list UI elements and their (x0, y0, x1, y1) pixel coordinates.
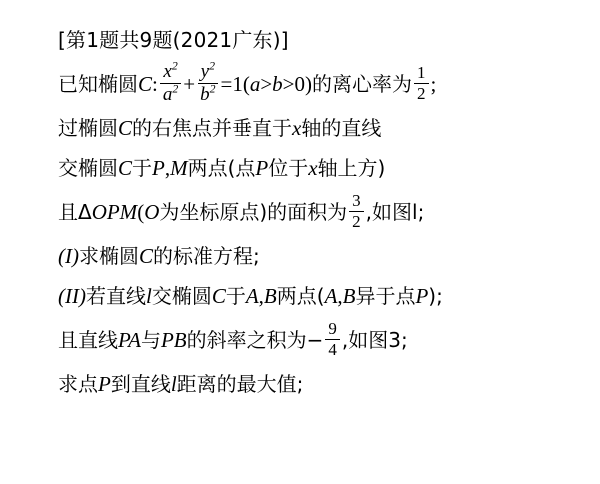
text-token: ; (430, 71, 437, 96)
point-A: A (324, 283, 338, 308)
fraction-denominator: $a^2$ (162, 82, 179, 105)
problem-line-5 (58, 236, 578, 276)
text-token: > (260, 71, 273, 96)
segment-PB: PB (160, 327, 187, 352)
problem-line-2 (58, 108, 578, 148)
text-token: 位于 (268, 156, 309, 180)
text-token: >0) (282, 71, 313, 96)
variable-a: a (249, 71, 261, 96)
variable-x: x (292, 115, 302, 140)
variable-C: C (118, 115, 133, 140)
text-token: 轴上方) (317, 156, 386, 180)
text-token: 于 (225, 284, 246, 308)
variable-C: C (211, 283, 226, 308)
text-token: 过椭圆 (58, 116, 118, 140)
text-token: 的离心率为 (312, 72, 413, 96)
text-token: : (152, 71, 158, 96)
text-token: , (258, 283, 264, 308)
text-token: 两点( (276, 284, 325, 308)
text-token: 且Δ (58, 200, 92, 224)
text-token: 距离的最大值; (176, 372, 304, 396)
point-M: M (170, 155, 188, 180)
part-label-I: (I) (58, 243, 79, 268)
point-P: P (152, 155, 165, 180)
text-token: 交椭圆 (58, 156, 118, 180)
text-token: ); (428, 284, 443, 308)
text-token: ( (137, 199, 145, 224)
text-token: 且直线 (58, 328, 118, 352)
text-token: =1( (220, 71, 250, 96)
text-token: 到直线 (110, 372, 171, 396)
part-label-II: (II) (58, 283, 86, 308)
text-token: 的右焦点并垂直于 (132, 116, 293, 140)
fraction-denominator: 2 (417, 83, 426, 103)
fraction-y2-b2 (197, 59, 218, 105)
fraction-denominator: 4 (328, 339, 337, 359)
point-P: P (415, 283, 429, 308)
text-token: 若直线 (85, 284, 146, 308)
point-O: O (144, 199, 160, 224)
plus-operator: + (183, 71, 196, 96)
point-B: B (263, 283, 277, 308)
triangle-OPM: OPM (91, 199, 138, 224)
text-token: 求椭圆 (78, 244, 139, 268)
point-A: A (245, 283, 259, 308)
problem-header-text: [第1题共9题(2021广东)] (58, 28, 289, 52)
problem-line-1 (58, 60, 578, 108)
fraction-denominator: 2 (352, 211, 361, 231)
fraction-numerator: $y^2$ (198, 62, 218, 84)
fraction-numerator: $x^2$ (160, 62, 180, 84)
text-token: 的标准方程; (153, 244, 260, 268)
fraction-one-half (414, 64, 429, 103)
segment-PA: PA (118, 327, 141, 352)
fraction-numerator: 9 (325, 320, 340, 340)
problem-line-7 (58, 316, 578, 364)
text-token: 为坐标原点)的面积为 (159, 200, 348, 224)
variable-b: b (272, 71, 283, 96)
fraction-denominator: $b^2$ (200, 82, 216, 105)
point-B: B (342, 283, 356, 308)
problem-text-block (58, 20, 578, 404)
text-token: 异于点 (355, 284, 416, 308)
text-token: 轴的直线 (301, 116, 382, 140)
text-token: 两点(点 (187, 156, 256, 180)
point-P: P (255, 155, 269, 180)
fraction-x2-a2 (160, 59, 181, 105)
text-token: 已知椭圆 (58, 72, 138, 96)
problem-line-4 (58, 188, 578, 236)
text-token: , (337, 283, 343, 308)
text-token: , (164, 155, 171, 180)
variable-C: C (118, 155, 133, 180)
text-token: 的斜率之积为− (186, 328, 324, 352)
variable-x: x (308, 155, 318, 180)
fraction-nine-fourths (325, 320, 340, 359)
line-l: l (145, 283, 152, 308)
text-token: 与 (140, 328, 161, 352)
problem-header (58, 20, 578, 60)
problem-line-3 (58, 148, 578, 188)
fraction-numerator: 3 (349, 192, 364, 212)
point-P: P (98, 371, 111, 396)
text-token: 交椭圆 (151, 284, 212, 308)
problem-line-8 (58, 364, 578, 404)
text-token: ,如图3; (341, 328, 408, 352)
variable-C: C (138, 71, 153, 96)
fraction-three-halves (349, 192, 364, 231)
problem-line-6 (58, 276, 578, 316)
text-token: ,如图l; (365, 200, 425, 224)
text-token: 求点 (58, 372, 98, 396)
line-l: l (170, 371, 177, 396)
text-token: 于 (132, 156, 153, 180)
fraction-numerator: 1 (414, 64, 429, 84)
variable-C: C (138, 243, 153, 268)
